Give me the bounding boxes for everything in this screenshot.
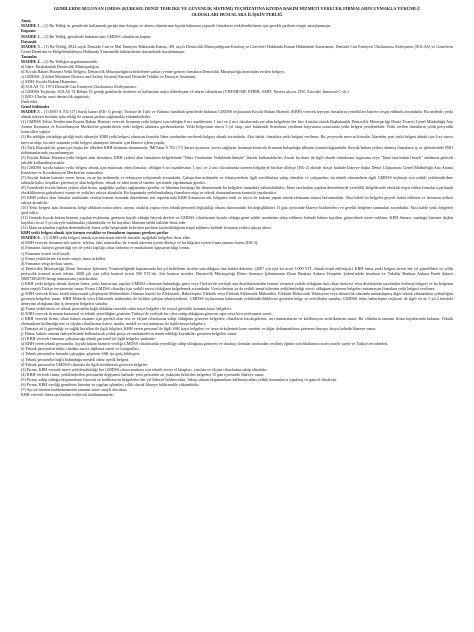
paragraph-text: f) IMO: Uluslar arası denizcilik örgütünü,	[21, 94, 90, 100]
paragraph-text: c) Teknik personelin firmada çalıştığını gösteren SSK işe giriş bildirgesi,	[21, 351, 141, 357]
document-title: GEMİLERDE BULUNAN GMDSS (KÜRESEL DENİZ TEHLİKE VE GÜVENLİK SİSTEMİ) TEÇHİZATINA KIYIDA BAKIM HİZMETİ VERECEK FİRMALARIN UYMAKLA YÜKÜMLÜ	[53, 6, 421, 11]
paragraph-text: d) Firmanın vergi levhası sureti,	[21, 260, 74, 266]
paragraph-text: a) KBH veren teknik personelin, kıyıda bakım hizmeti verdiği GMDSS cihazlarında yeterliliğe sahip olduğunu gösteren ve imalatçı firmalar tarafından verilmiş eğitim sertifikalarının noter onaylı sureti ve Türkçe tercümeleri,	[21, 341, 389, 347]
paragraph-text: j) Firma, bakım onarım faaliyetlerinde kullanılacak yedek parça ve malzemelerin temin edildiği kaynakları gösteren belgeleri sunar.	[21, 331, 237, 337]
paragraph-text: (1) Bu Tebliğ, 4922 sayılı Denizde Can ve Mal Emniyeti Hakkında Kanun, 491 sayılı Denizcilik Müsteşarlığının Kuruluş ve Görevleri Hakkında Kanun Hükmünde Kararname, Denizde Can Emniyeti Uluslararası Sözleşmesi (SOLAS) ve Gemilerin Genel Denetimi ve Belgelendirilmesi Hakkında Yönetmelik hükümlerine dayanılarak hazırlanmıştır.	[21, 43, 453, 54]
paragraph-text: (1) Bu Tebliğ in, gemilerde kullanmak gereği tüm iletişim ve alarm cihazlarının kıyıda bakımını yapacak firmaların yetkilendirilmesi için gerekli şartların tespiti amaçlanmıştır.	[42, 23, 332, 29]
paragraph-text: (6) GMDSS kıyıda bakım yetki belgesi almak için müracaat eden firmalar, tebliğin 6 ncı maddesinin 1 inci ve 2 inci fıkralarında istenen belgelerle birlikte dilekçe (EK-2) ekinde dosya halinde İdareye başka Deniz Ulaştırması Genel Müdürlüğü Ana Arama Kurtarma ve Koordinasyon Merkezi'ne sunacaktır.	[21, 164, 453, 175]
article-label: MADDE 2 –	[21, 33, 43, 39]
paragraph-text: (10) Yetki belgesi alan firmaların, belge aldıktan sonra adres, unvan, ortaklık yapısı veya teknik personel değişikliği olması durumunda; bu değişiklikleri 15 gün içerisinde İdareye bildirmeleri ve gerekli belgeleri sunmaları zorunludur. Aksi halde yetki belgeleri iptal edilir.	[21, 205, 453, 216]
paragraph-text: b) Firmanın faaliyet gösterdiği yer ile yetki taşıdığı cihaz türlerini ve markalarını kapsayan bilgi formu,	[21, 245, 191, 251]
paragraph-text: b) Kıyıda Bakım Hizmeti Yetki Belgesi: Denizcilik Müsteşarlığınca belirlenen şartları yerine getiren firmalara Denizcilik Müsteşarlığı tarafından verilen belgeyi,	[21, 68, 286, 74]
paragraph	[21, 165, 453, 175]
document-body	[21, 18, 453, 397]
article-label: MADDE 3 –	[21, 43, 43, 49]
paragraph-text: (2) GMDSS Telsiz Tesislerinin Kıyıda Bakım Hizmeti verecek firmanın yetki belgesi için tebliğin 6 ncı maddesinin 1 inci ve 2 inci fıkralarında yer alan belgelerin her biri 4 nüsha olarak Başbakanlık Denizcilik Müsteşarlığı Deniz Ticareti Genel Müdürlüğü Ana Arama Kurtarma ve Koordinasyon Merkezi'ne gönderilerek yetki belgesi alınması gerekmektedir. Yetki belgesinin süresi 5 yıl olup, süre bitiminde firmaların yenileme başvurusu sonucunda yetki belgesi yenilenebilir. Yetki verilen firmaların yıllık periyodik kontrolleri yapılır.	[21, 119, 453, 135]
paragraph-text: a) İdare: Başbakanlık Denizcilik Müsteşarlığını,	[21, 63, 100, 69]
paragraph-text: (1) KBH yetki belgesi almak için müracaat edecek firmalar aşağıdaki belgeleri ibraz eder:	[42, 235, 191, 241]
article-label: MADDE 6 –	[21, 235, 43, 241]
paragraph-text: (9) KBH yetkisi alan firmalar tarafından verilen hizmet sonunda düzenlenen test raporlarında KBH firmasının adı, belgenin tarih ve sayısı ile bakımı yapan teknik elemanın imzası bulunmalıdır. Aksi halde bu belgeler geçerli kabul edilmez ve firmanın yetkisi askıya alınabilir.	[21, 195, 453, 206]
paragraph-text: e) GMDSS Teçhizatı: SOLAS 74 Bölüm IV gereği gemilerde istenilen ve kullanılan radyo haberleşme ve alarm cihazlarını (VHF/HF/MF, EPIRB, SART, Navtex alıcısı, DSC Encoder, Inmarsat-C vb.)	[21, 89, 349, 95]
paragraph-text: (1) IMO A.702 (17) Sayılı kararı (EK-1) gereği, Türkiye'de Türk ve Yabancı bandıralı gemilerde bulunan GMDSS teçhizatına Kıyıda Bakım Hizmeti (KBH) verecek teşvyen firmaların yeterlikleri İdarece tespit edilmek zorundadır. Bu nedenle; yetki almak isteyen firmalar işbu tebliğ ile aranan şartları sağlamakla yükümlüdürler.	[21, 109, 453, 120]
paragraph-text: b) Teknik personelin nüfus cüzdanı sureti, diploma sureti ve fotoğrafları,	[21, 346, 140, 352]
paragraph-text: c) Firmanın ticaret sicil kaydı,	[21, 250, 71, 256]
paragraph-text: i) Firmaya ait iş güvenliği ve sağlık kuralları ile ilgili bilgileri, KBH veren personel ile ilgili SSK kayıt belgeleri ve imza sirkülerinin birer suretini ve diğer dokümanlarını gösteren dosyayı dosya halinde İdareye sunar.	[21, 326, 376, 332]
paragraph-text: (8) Gemilerde kıyıda bakım yetkisi alan firma, aşağıdaki şartları sağlamaları gerekir ve İdarenin herhangi bir denetiminde bu belgeleri sunmakla yükümlüdürler; İdare tarafından yapılan denetimlerde yeterlilik belgelerinde eksiklik tespit edilen firmalar uyarılarak eksikliklerinin giderilmesi istenir ve yetkileri askıya alınabilir. Bu kapsamda yetkilendirilmiş firmaların ekip ve teknik donanımlarının kontrolü yapılacaktır.	[21, 184, 453, 195]
paragraph-text: (5) Firma, sahip olduğu ekipmanların listesini ve kalibrasyon belgelerini her yıl İdareye bildirecektir. Sahip olunan ekipmanların kalibrasyonları yetkili kurumlarca yapılmış ve güncel olmalıdır.	[21, 376, 337, 382]
paragraph-text: (11) Gemide kıyıda bakım hizmeti yapılan teçhizatın, geminin kayıtlı olduğu bayrak devleti ve GMDSS cihazlarının kurulu olduğu gemi sahibi tarafından talep edilmesi halinde bakım kayıtları gösterilmek üzere saklanır. KBH firması, sunduğu hizmete ilişkin kayıtları en az 5 yıl süreyle saklamakla yükümlüdür ve bu kayıtları İdarenin talebi halinde ibraz eder.	[21, 215, 453, 226]
paragraph-text: (12) İdare tarafından yapılan denetimlerde firma yetki belgesinde belirtilen şartların kaybedildiğinin tespit edilmesi halinde firmanın yetkisi askıya alınır.	[21, 225, 272, 231]
article-label: MADDE 1 –	[21, 23, 43, 29]
section-heading: Tanımlar	[21, 53, 38, 59]
paragraph-text: d) Teknik personelin GMDSS cihazları ile ilgili tecrübesini gösteren belgeler.	[21, 361, 148, 367]
paragraph-text: h) KBH verecek firmanın kurumsal ve teknik yeterliliğini gösteren Türkiye'de yerleşik bir ofise sahip olduğunu gösteren tapu veya kira sözleşmesi sureti,	[21, 311, 273, 317]
paragraph-text: ğ) Firma yetkilisinin ve teknik personelin bağlı oldukları meslek odası kayıt belgeleri ile sosyal güvenlik kurumu kayıt belgeleri,	[21, 306, 232, 312]
article-label: MADDE 5 –	[21, 109, 43, 115]
paragraph	[21, 266, 453, 281]
article-label: KBH yetki belgesi almak için istenen evraklar ve firmaların taşıması gereken şartlar	[21, 230, 169, 236]
section-heading: Kapsam	[21, 28, 36, 34]
section-heading: Genel hükümler	[21, 104, 50, 110]
paragraph	[21, 185, 453, 195]
paragraph	[21, 316, 453, 326]
paragraph	[21, 215, 453, 225]
paragraph	[21, 155, 453, 165]
section-heading: Dayanak	[21, 38, 37, 44]
document-subtitle: OLDUKLARI HUSUSLARA İLİŞKİN TEBLİĞ	[191, 12, 283, 18]
paragraph-text: (4) Türk Bayraklı bir gemi için başka bir ülkeden KBH alınması durumunda, IMO'nun A.702 (17) kararı uyarınca, servis sağlayan firmanın kontrolü firmanın bulunduğu ülkenin sorumluluğundadır. Kıyıda bakım yetkisi alınmış firmaların iş ve işlemlerinde IMO dokümanlarında yayımlanmıştır.	[21, 144, 453, 155]
paragraph	[21, 205, 453, 215]
paragraph-text: ç) KBH: Kıyıda Bakım Hizmetini,	[21, 78, 78, 84]
paragraph	[21, 44, 453, 54]
paragraph-text: a) KBH verecek firmanın adı, adresi, telefon, faks numaraları ile e-mail adresini içeren dilekçe ve bu bilgileri içeren firma tanıtım formu (EK-3),	[21, 240, 259, 246]
paragraph-text: (3) Bu tebliğin yürürlüğe girdiği tarih itibariyle KBH yetki belgesi olmayan firmalar İdare tarafından verilecek belgeyi almak zorundadır. Aksi halde, firmalara yetki belgesi verilmez. Bu çerçevede mevcut firmalar, İdareden yeni yetki belgesi almak için 6 ay süresi mevcut olup, bu süre sonunda yetki belgesi alamayan firmalar için İdarece işlem yapılır.	[21, 134, 453, 145]
paragraph	[21, 281, 453, 291]
paragraph-text: KBH verecek firma tarafından verilecek taahhütnamede;	[21, 391, 114, 397]
paragraph-text: (1) Bu Tebliğ, gemilerde bulunan tüm GMDSS cihazlarını kapsar.	[42, 33, 152, 39]
paragraph-text: ç) Teknik personelin bağlı bulunduğu meslek odası üyelik belgesi,	[21, 356, 130, 362]
paragraph-text: d) SOLAS 74: 1974 Denizde Can Emniyeti Uluslararası Sözleşmesini,	[21, 83, 137, 89]
paragraph	[21, 134, 453, 144]
paragraph	[21, 291, 453, 306]
paragraph-text: (5) Kıyıda Bakım Hizmeti yetki belgesi alan firmalara, KBH yetkisi alan firmaların belgelerinde "İdare Tarafından Yetkilendirilmiştir" ibaresi kullanabilirler. Ancak bu ibare ile ilgili olarak olmaksızın logosuna veya "İdare tarafından Onaylı" anlamına gelecek şekilde kullanılmayacaktır.	[21, 154, 453, 165]
paragraph-text: ı) KBH verecek firma; cihaz bakım onarımı için gerekli olan test ve ölçüm cihazlarına sahip olduğunu gösteren belgeleri; cihazların fotokopilerini, seri numaralarını ve kalibrasyon sertifikalarını sunar. Bu cihazların tamamı firma kayıtlarında bulunur. Teknik elemanların kullandığı test ve ölçüm cihazlarının listesi, marka, model ve seri numarası ile kalibrasyon belgeleri.	[21, 316, 453, 327]
paragraph-text: g) KBH verecek firma, kendi bünyesinde çalışmayan Mühendisler Odasına kayıtlı bir Elektronik, Haberleşme, Elektrik veya Elektrik Elektronik Mühendisi, Elektrik-Elektronik Teknisyeni veya denizcilik alanında uzmanlaşmış diğer teknik elemanların yetkinliğini gösteren belgeleri sunar. KBH Elektrik veya Elektronik mühendisi ile birlikte çalışan teknisyenlerin, GMDSS teçhizatının bakımında yetkilendirildiklerini gösteren belge ve sertifikalar sunulur; GMDSS telsiz haberleşme teçhizatı ile ilgili en az 1 yıl 2 mesleki deneyimi olduğuna dair iş deneyim belgeleri sunulur.	[21, 290, 453, 306]
paragraph	[21, 175, 453, 185]
paragraph-text: İfade eder.	[21, 99, 39, 105]
paragraph	[21, 145, 453, 155]
paragraph	[21, 392, 453, 397]
paragraph-text: e) Denizcilik Müsteşarlığı Döner Sermaye İşletmesi Yönetmeliğinde kapsamında her yıl belirlenen ücretin yatırıldığına dair banka dekontu. (2007 yılı için bu ücret 5.000 YTL olarak tespit edilmiştir.) KBH firma yetki belgesi ücreti her yıl güncellenir ve yıllık periyodik kontrol ücreti ödenir. 2008 yılı için yıllık kontrol ücreti 500 YTL'dir. Söz konusu ücretler, Denizcilik Müsteşarlığı Döner Sermaye İşletmesinin Ziraat Bankası Ankara Yenişehir Şubesi'ndeki hesabına ve Vakıflar Bankası Ankara Emek Şubesi 580072852059 hesap numarasına yatırılacaktır.	[21, 265, 453, 281]
paragraph	[21, 109, 453, 119]
paragraph-text: (7) Ayrıca istenen taahhütnamenin tamamı noter onaylı olacaktır.	[21, 386, 128, 392]
paragraph-text: (3) Firma, KBH vermek üzere yetkilendirildiği her GMDSS cihazı markası için teknik servis el kitapları, yazılım ve ölçüm cihazlarına sahip olmalıdır.	[21, 366, 268, 372]
paragraph-text: (4) KBH verecek firma, yetkilendirilen personelin değişmesi halinde, yeni personele ait yukarıda belirtilen belgeleri 15 gün içerisinde İdareye sunar.	[21, 371, 265, 377]
paragraph-text: f) KBH yetki belgesi almak isteyen firma, yetki başvurusu yapılan GMDSS cihazının bulunduğu gemi veya Türkiye'de yerleşik ana distribütöründen hizmet vermeye yetkili olduğuna dair cihaz üreticisi veya distribütörü tarafından verilmiş belgeyi ve bu belgenin noter onaylı Türkçe tercümesini sunar. Firma GMDSS cihazları için yetkili servis olduğunu belgelemek zorundadır. Üreticilerinin ya da yetkili temsilcilerinin yetkilendirdiği servis olduğunu gösteren belgeleri sunamayan firmalara yetki belgesi verilmez.	[21, 280, 453, 291]
paragraph-text: ç) Firma yetkililerine ait noter onaylı imza sirküleri,	[21, 255, 107, 261]
paragraph-text: (1) Bu Tebliğin uygulanmasında;	[42, 58, 98, 64]
section-heading: Amaç	[21, 18, 32, 24]
paragraph-text: (7) Kıyıda bakım hizmeti veren firma, en az bir mühendis ve teknisyen çalıştırmak zorundadır. Çalıştırılan mühendis ve teknisyenlerin ilgili sertifikalara sahip olmaları ve çalışmaları; bu teknik elemanların ilgili GMDSS teçhizatı için yetkili yetkilendirilme tahtında kalıcı koşulları güvenceye alan belgelerin, teknik ve idari kontrol sistemi içerisinde yapılanması gerekir.	[21, 174, 453, 185]
paragraph-text: (6) Firma, KBH verdiği gemilerin listesini ve yapılan işlemleri yıllık olarak İdareye bildirmekle yükümlüdür.	[21, 381, 200, 387]
paragraph	[21, 119, 453, 134]
article-label: MADDE 4 –	[21, 58, 43, 64]
paragraph-text: (2) KBH verecek firmanın çalıştıracağı teknik personel ile ilgili belgeler şunlardır:	[21, 336, 157, 342]
paragraph	[21, 195, 453, 205]
paragraph-text: c) GMDSS: (Global Maritime Distress and Safety System) Küresel Denizde Tehlike ve Emniyet Sistemini,	[21, 73, 197, 79]
